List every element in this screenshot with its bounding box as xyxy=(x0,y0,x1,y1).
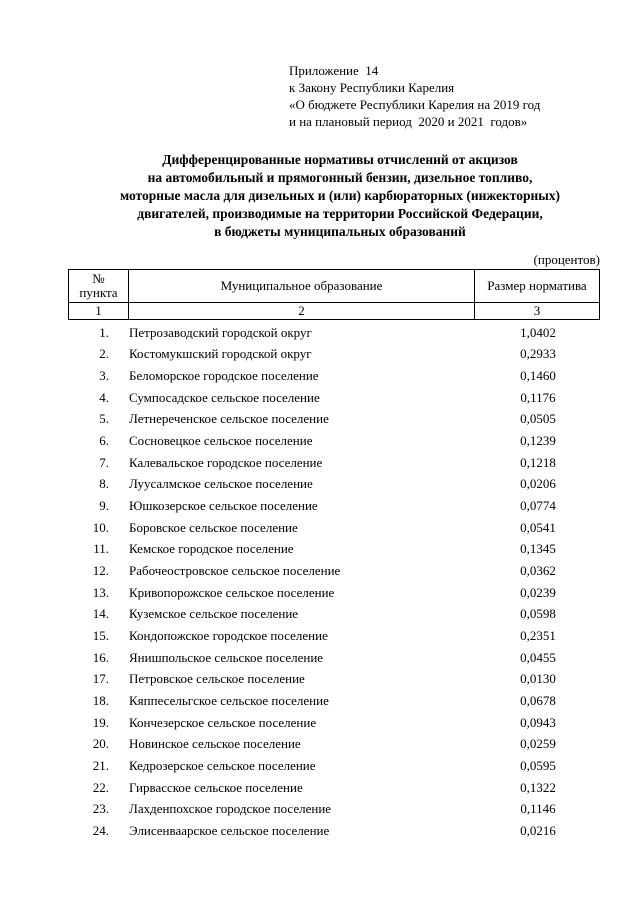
row-number: 7. xyxy=(99,454,109,470)
column-number-3: 3 xyxy=(475,303,600,320)
row-municipality: Летнереченское сельское поселение xyxy=(129,411,329,427)
row-municipality: Юшкозерское сельское поселение xyxy=(129,498,318,514)
column-number-1: 1 xyxy=(69,303,129,320)
row-number: 19. xyxy=(92,714,109,730)
row-value: 0,0943 xyxy=(520,714,556,730)
table-row xyxy=(68,387,600,409)
row-municipality: Лахденпохское городское поселение xyxy=(129,801,332,817)
header-num-word: пункта xyxy=(79,285,118,300)
row-value: 0,1322 xyxy=(520,779,556,795)
row-value: 0,0595 xyxy=(520,757,556,773)
row-value: 0,0541 xyxy=(520,519,556,535)
row-municipality: Кяппесельгское сельское поселение xyxy=(129,692,329,708)
header-num-cell xyxy=(69,270,129,303)
table-row xyxy=(68,409,600,431)
table-row xyxy=(68,712,600,734)
table-row xyxy=(68,560,600,582)
row-number: 18. xyxy=(92,692,109,708)
title-line: в бюджеты муниципальных образований xyxy=(214,224,466,239)
table-body xyxy=(68,322,600,842)
row-value: 0,1239 xyxy=(520,433,556,449)
row-number: 21. xyxy=(92,757,109,773)
row-municipality: Гирвасское сельское поселение xyxy=(129,779,303,795)
row-number: 3. xyxy=(99,368,109,384)
row-municipality: Новинское сельское поселение xyxy=(129,736,301,752)
table-row xyxy=(68,755,600,777)
row-municipality: Кедрозерское сельское поселение xyxy=(129,757,316,773)
row-value: 0,1345 xyxy=(520,541,556,557)
row-number: 11. xyxy=(93,541,109,557)
row-municipality: Сумпосадское сельское поселение xyxy=(129,389,320,405)
title-line: Дифференцированные нормативы отчислений от акцизов xyxy=(162,152,518,167)
row-value: 0,0206 xyxy=(520,476,556,492)
title-line: моторные масла для дизельных и (или) карбюраторных (инжекторных) xyxy=(119,188,561,203)
row-value: 1,0402 xyxy=(520,324,556,340)
row-municipality: Рабочеостровское сельское поселение xyxy=(129,563,341,579)
header-municipality: Муниципальное образование xyxy=(129,270,475,303)
title-line: двигателей, производимые на территории Российской Федерации, xyxy=(137,206,543,221)
row-municipality: Луусалмское сельское поселение xyxy=(129,476,313,492)
row-number: 20. xyxy=(92,736,109,752)
row-municipality: Беломорское городское поселение xyxy=(129,368,319,384)
row-value: 0,2351 xyxy=(520,628,556,644)
row-municipality: Сосновецкое сельское поселение xyxy=(129,433,313,449)
row-number: 10. xyxy=(92,519,109,535)
row-number: 8. xyxy=(99,476,109,492)
row-value: 0,0455 xyxy=(520,649,556,665)
row-value: 0,1146 xyxy=(520,801,556,817)
row-value: 0,0130 xyxy=(520,671,556,687)
title-line: на автомобильный и прямогонный бензин, дизельное топливо, xyxy=(147,170,533,185)
appendix-line: «О бюджете Республики Карелия на 2019 год xyxy=(289,97,541,112)
row-municipality: Калевальское городское поселение xyxy=(129,454,323,470)
row-number: 23. xyxy=(92,801,109,817)
row-municipality: Кривопорожское сельское поселение xyxy=(129,584,335,600)
table-row xyxy=(68,625,600,647)
row-number: 17. xyxy=(92,671,109,687)
appendix-line: и на плановый период 2020 и 2021 годов» xyxy=(289,114,528,129)
row-municipality: Элисенваарское сельское поселение xyxy=(129,822,330,838)
row-value: 0,1218 xyxy=(520,454,556,470)
row-value: 0,0362 xyxy=(520,563,556,579)
row-value: 0,1176 xyxy=(520,389,556,405)
table-row xyxy=(68,474,600,496)
row-number: 24. xyxy=(92,822,109,838)
row-value: 0,0774 xyxy=(520,498,556,514)
appendix-block xyxy=(289,62,540,130)
row-value: 0,0259 xyxy=(520,736,556,752)
units-label: (процентов) xyxy=(533,252,600,267)
row-value: 0,0216 xyxy=(520,822,556,838)
table-row xyxy=(68,733,600,755)
header-norm: Размер норматива xyxy=(475,270,600,303)
rows-body xyxy=(68,322,600,842)
row-number: 15. xyxy=(92,628,109,644)
table-row xyxy=(68,690,600,712)
table-row xyxy=(68,604,600,626)
row-value: 0,0678 xyxy=(520,692,556,708)
table-row xyxy=(68,517,600,539)
row-number: 6. xyxy=(99,433,109,449)
row-value: 0,2933 xyxy=(520,346,556,362)
row-municipality: Куземское сельское поселение xyxy=(129,606,299,622)
table-row xyxy=(68,495,600,517)
row-municipality: Боровское сельское поселение xyxy=(129,519,298,535)
row-municipality: Петрозаводский городской округ xyxy=(129,324,312,340)
row-value: 0,0505 xyxy=(520,411,556,427)
table-row xyxy=(68,539,600,561)
row-number: 13. xyxy=(92,584,109,600)
row-number: 2. xyxy=(99,346,109,362)
row-number: 4. xyxy=(99,389,109,405)
row-number: 16. xyxy=(92,649,109,665)
row-municipality: Костомукшский городской округ xyxy=(129,346,312,362)
row-number: 1. xyxy=(99,324,109,340)
table-header xyxy=(68,269,600,320)
row-municipality: Кондопожское городское поселение xyxy=(129,628,328,644)
row-municipality: Петровское сельское поселение xyxy=(129,671,305,687)
column-number-2: 2 xyxy=(129,303,475,320)
table-row xyxy=(68,798,600,820)
table-row xyxy=(68,344,600,366)
table-row xyxy=(68,452,600,474)
table-row xyxy=(68,430,600,452)
row-value: 0,0598 xyxy=(520,606,556,622)
row-number: 9. xyxy=(99,498,109,514)
table-row xyxy=(68,669,600,691)
table-row xyxy=(68,647,600,669)
row-value: 0,0239 xyxy=(520,584,556,600)
appendix-line: к Закону Республики Карелия xyxy=(289,80,455,95)
row-number: 12. xyxy=(92,563,109,579)
appendix-line: Приложение 14 xyxy=(289,63,379,78)
header-num-symbol: № xyxy=(92,271,105,286)
row-number: 22. xyxy=(92,779,109,795)
row-value: 0,1460 xyxy=(520,368,556,384)
table-row xyxy=(68,777,600,799)
row-municipality: Кемское городское поселение xyxy=(129,541,294,557)
table-row xyxy=(68,820,600,842)
table-row xyxy=(68,582,600,604)
row-number: 14. xyxy=(92,606,109,622)
table-row xyxy=(68,365,600,387)
row-municipality: Кончезерское сельское поселение xyxy=(129,714,317,730)
row-number: 5. xyxy=(99,411,109,427)
table-row xyxy=(68,322,600,344)
document-title xyxy=(60,151,620,241)
row-municipality: Янишпольское сельское поселение xyxy=(129,649,324,665)
